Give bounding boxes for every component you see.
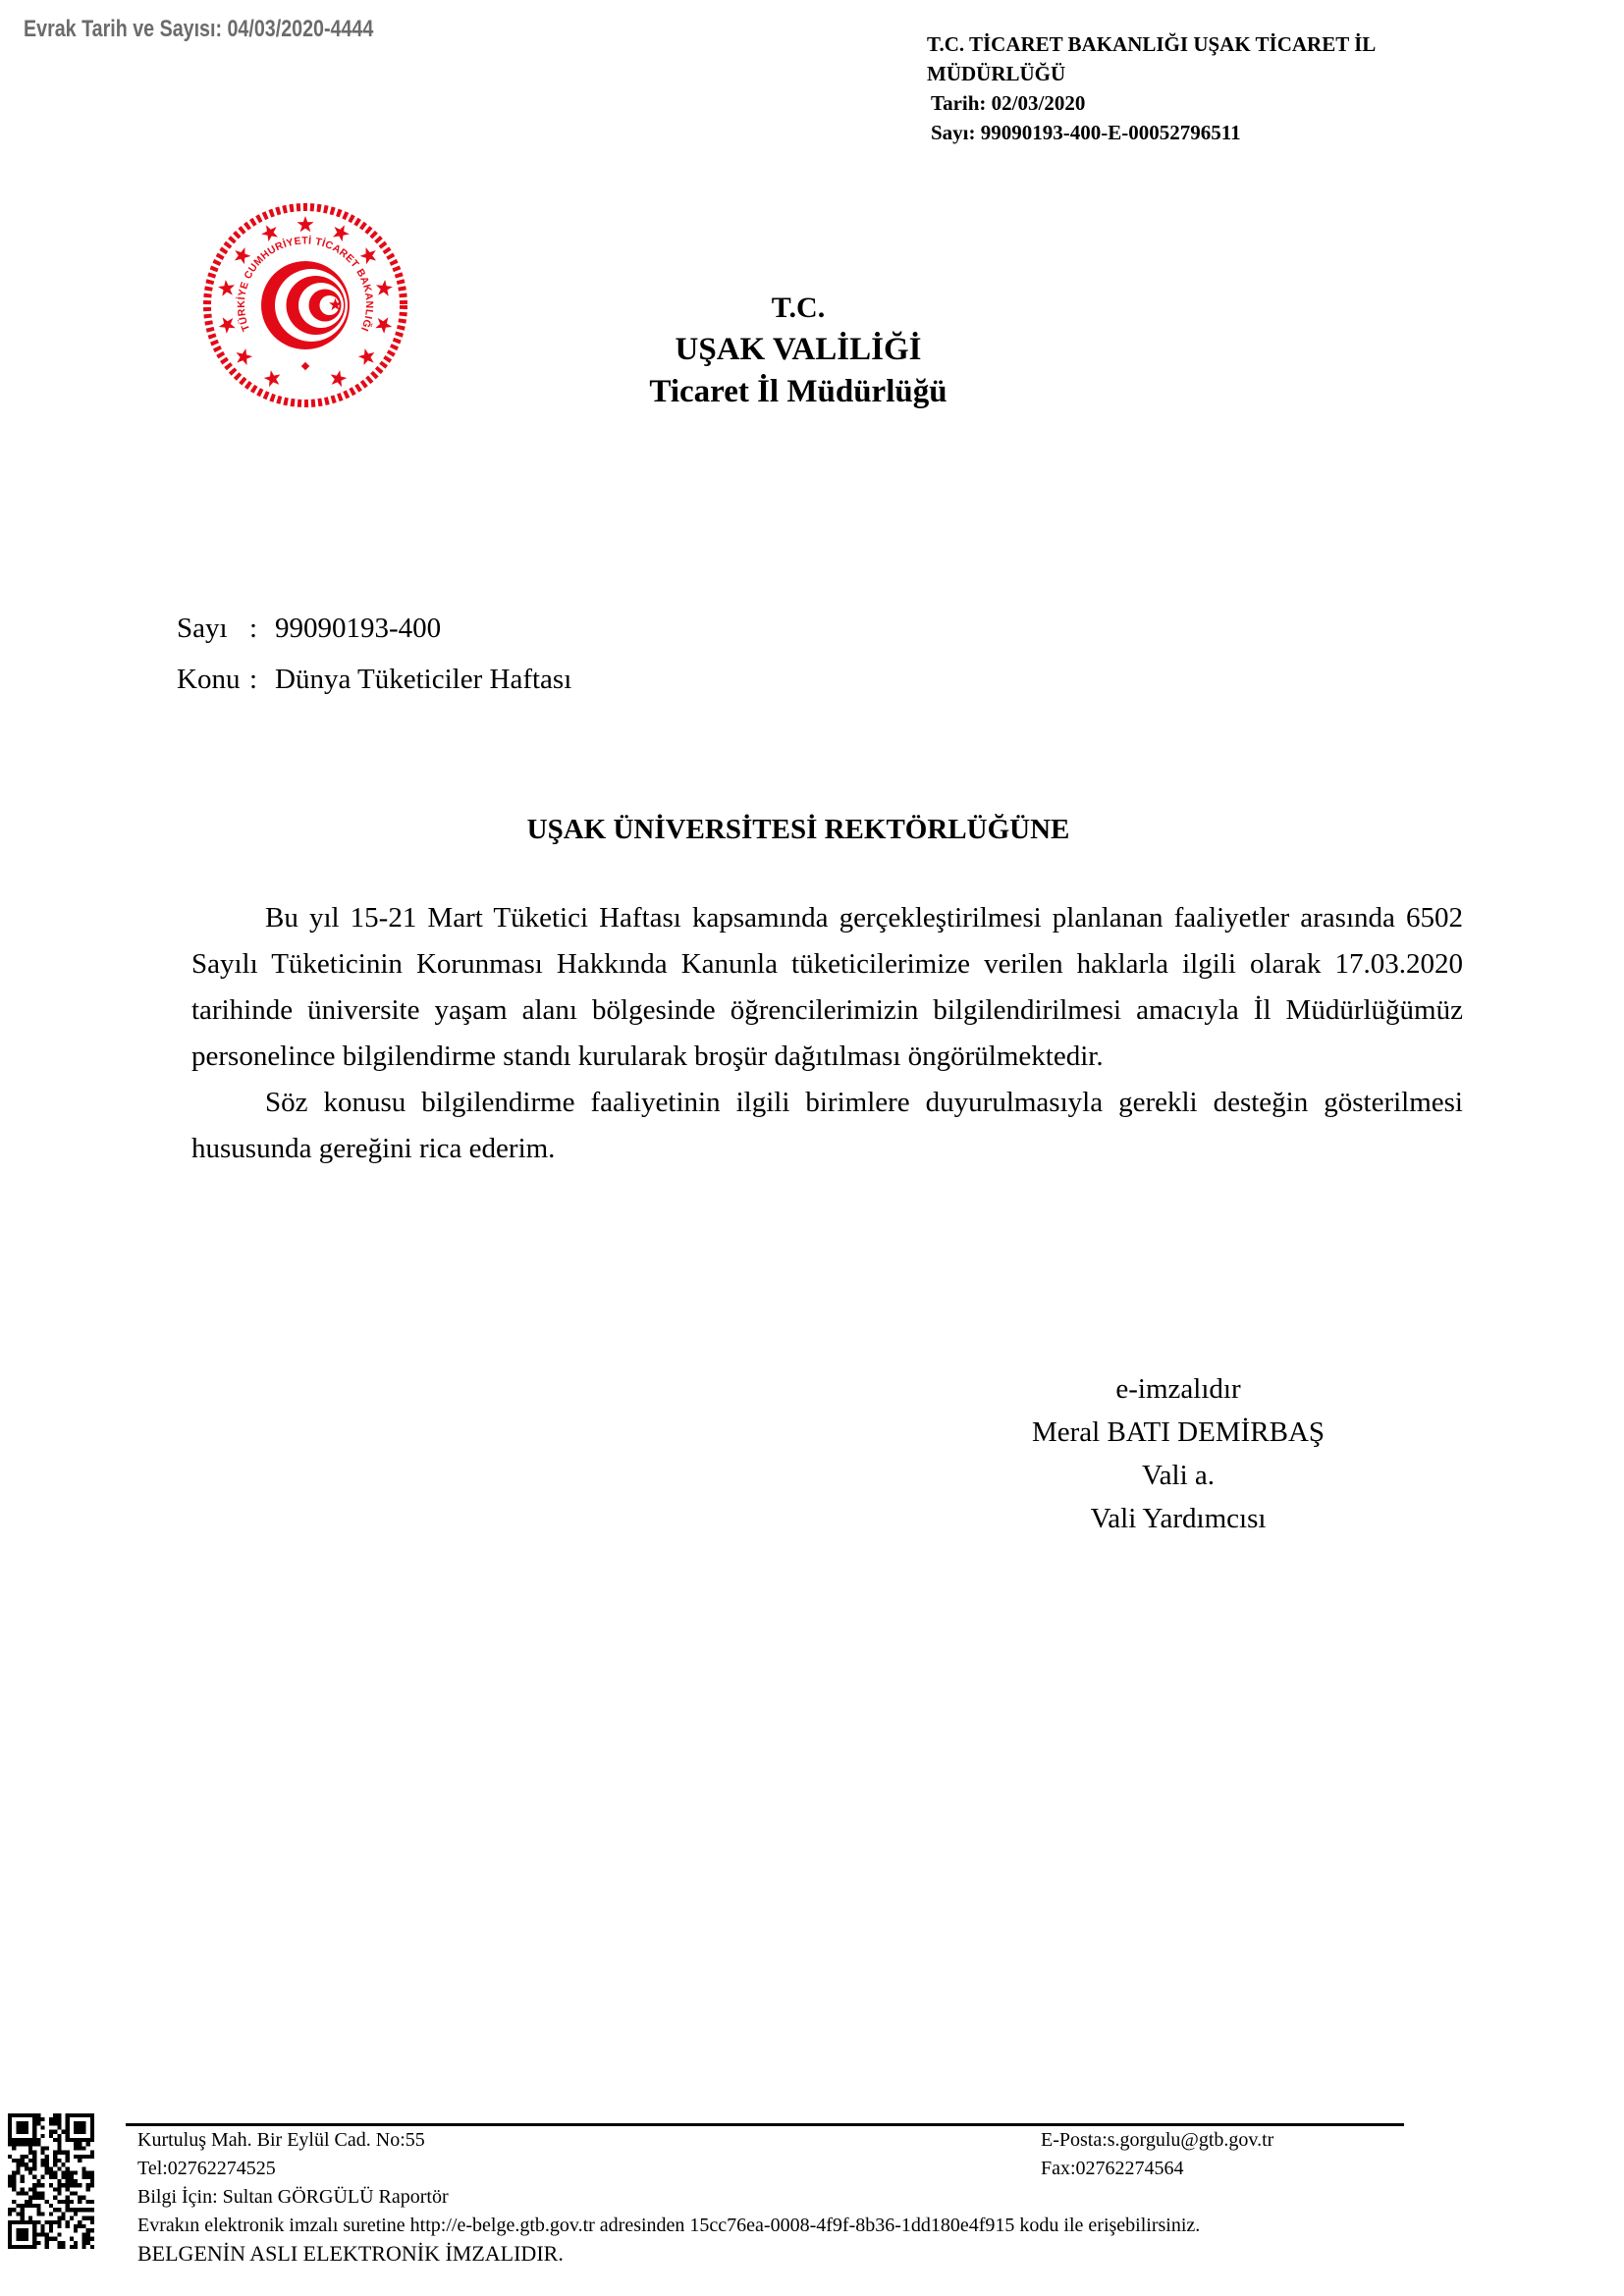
letterhead-directorate: Ticaret İl Müdürlüğü [649, 374, 947, 409]
sayi-value: 99090193-400 [275, 613, 442, 644]
qr-code [8, 2112, 94, 2250]
body-paragraph-2: Söz konusu bilgilendirme faaliyetinin ilgili birimlere duyurulmasıyla gerekli desteğin gösterilmesi hususunda gereğini rica ederim. [191, 1087, 1463, 1164]
konu-label: Konu [177, 664, 241, 695]
letterhead [0, 287, 1597, 413]
footer-verification-line: Evrakın elektronik imzalı suretine http://e-belge.gtb.gov.tr adresinden 15cc76ea-0008-4f9f-8b36-1dd180e4f915 kodu ile erişebilirsiniz. [137, 2215, 1201, 2236]
footer-address: Kurtuluş Mah. Bir Eylül Cad. No:55 [137, 2129, 425, 2151]
letterhead-tc: T.C. [771, 292, 826, 324]
emblem-circular-text: TÜRKİYE CUMHURİYETİ TİCARET BAKANLIĞI [235, 235, 376, 334]
body-paragraph-1: Bu yıl 15-21 Mart Tüketici Haftası kapsamında gerçekleştirilmesi planlanan faaliyetler arasında 6502 Sayılı Tüketicinin Korunması Hakkında Kanunla tüketicilerimize verilen haklarla ilgili olarak 17.03.2020 tarihinde üniversite yaşam alanı bölgesinde öğrencilerimizin bilgilendirilmesi amacıyla İl Müdürlüğümüz personelince bilgilendirme standı kurularak broşür dağıtılması öngörülmektedir. [191, 902, 1463, 1072]
signature-block [933, 1367, 1424, 1540]
registry-date-number-stamp: Evrak Tarih ve Sayısı: 04/03/2020-4444 [24, 16, 374, 42]
letter-body [191, 895, 1463, 1172]
sayi-label: Sayı [177, 613, 228, 644]
sayi-row [177, 603, 571, 654]
footer-left-column [137, 2126, 449, 2212]
footer-email: E-Posta:s.gorgulu@gtb.gov.tr [1041, 2129, 1274, 2151]
footer-contact-person: Bilgi İçin: Sultan GÖRGÜLÜ Raportör [137, 2186, 449, 2208]
recipient-title: UŞAK ÜNİVERSİTESİ REKTÖRLÜĞÜNE [526, 814, 1070, 845]
issuer-document-number: Sayı: 99090193-400-E-00052796511 [931, 121, 1241, 144]
issuer-block [927, 29, 1462, 147]
konu-value: Dünya Tüketiciler Haftası [275, 664, 572, 695]
footer-original-note: BELGENİN ASLI ELEKTRONİK İMZALIDIR. [137, 2241, 564, 2266]
footer-fax: Fax:02762274564 [1041, 2158, 1184, 2179]
reference-block [177, 603, 571, 705]
signer-name: Meral BATI DEMİRBAŞ [1031, 1416, 1326, 1448]
signer-on-behalf: Vali a. [1141, 1460, 1216, 1491]
esignature-note: e-imzalıdır [1115, 1373, 1241, 1405]
konu-row [177, 654, 571, 705]
signer-title: Vali Yardımcısı [1090, 1503, 1267, 1534]
letterhead-governorship: UŞAK VALİLİĞİ [675, 332, 922, 367]
sayi-colon: : [249, 613, 258, 644]
footer-phone: Tel:02762274525 [137, 2158, 276, 2179]
konu-colon: : [249, 664, 258, 695]
issuer-date: Tarih: 02/03/2020 [931, 91, 1086, 115]
footer-right-column [1041, 2126, 1273, 2183]
issuer-office-name: T.C. TİCARET BAKANLIĞI UŞAK TİCARET İL MÜDÜRLÜĞÜ [927, 32, 1376, 85]
